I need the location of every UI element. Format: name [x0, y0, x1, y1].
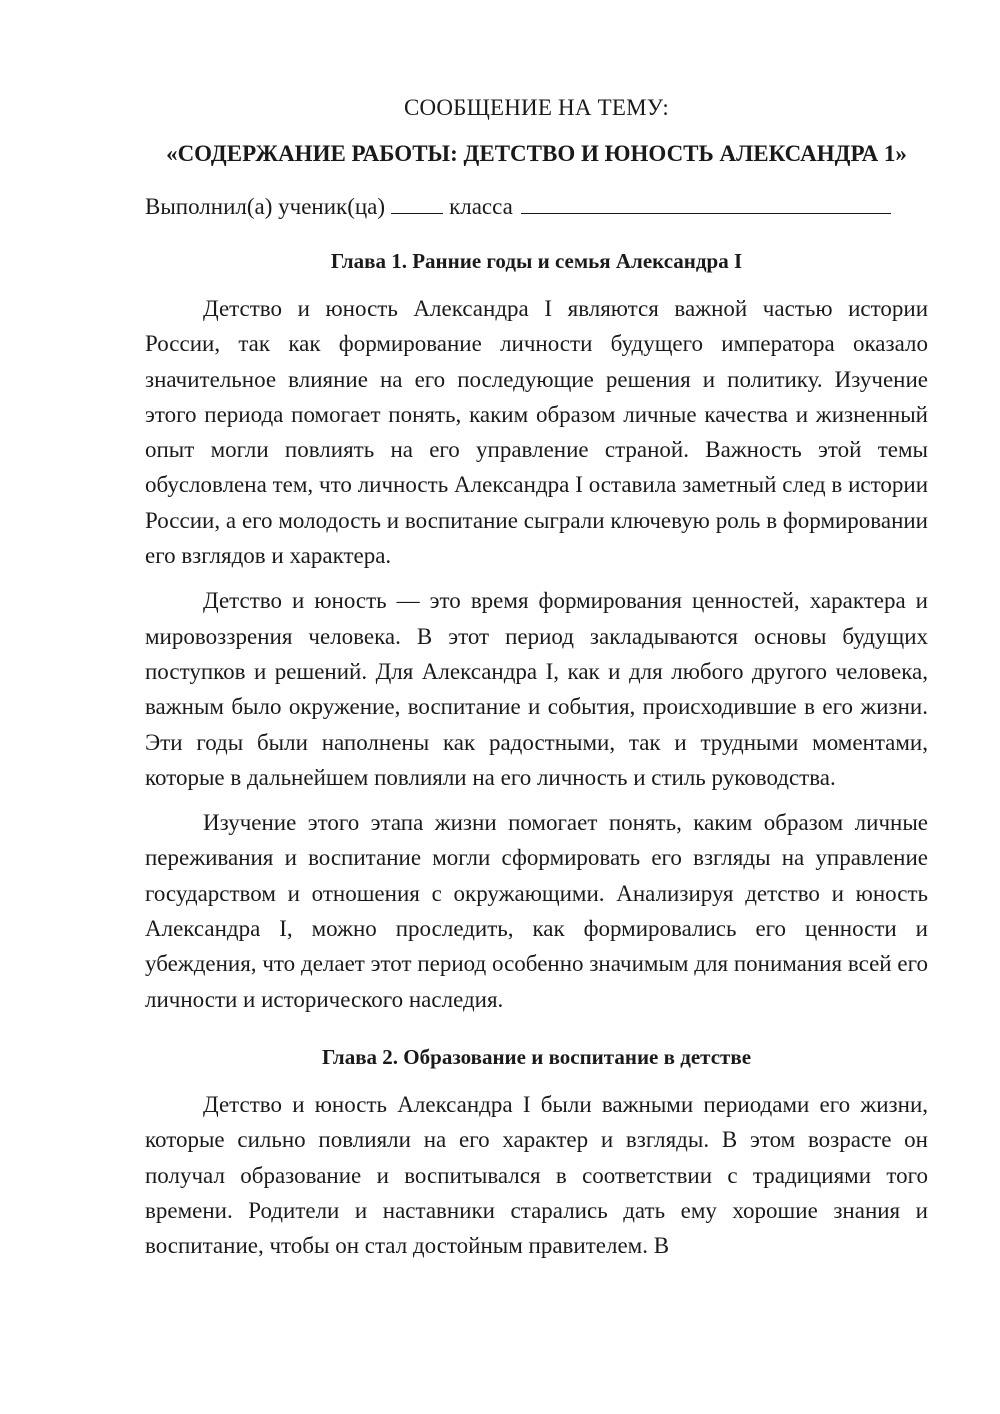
author-line [145, 191, 928, 223]
chapter-1-heading: Глава 1. Ранние годы и семья Александра I [330, 249, 743, 273]
chapter-1-paragraph: Изучение этого этапа жизни помогает понять, каким образом личные переживания и воспитание могли сформировать его взгляды на управление государством и отношения с окружающими. Анализируя детство и юность Александра I, можно проследить, как формировались его ценности и убеждения, что делает этот период особенно значимым для понимания всей его личности и исторического наследия. [145, 810, 928, 1012]
document-title: «СОДЕРЖАНИЕ РАБОТЫ: ДЕТСТВО И ЮНОСТЬ АЛЕКСАНДРА 1» [166, 141, 907, 166]
document-page [145, 92, 928, 1263]
chapter-2-heading: Глава 2. Образование и воспитание в детстве [321, 1044, 752, 1069]
author-prefix: Выполнил(а) ученик(ца) [145, 194, 386, 219]
class-number-blank [391, 191, 443, 214]
chapter-1-paragraph: Детство и юность Александра I являются важной частью истории России, так как формирование личности будущего императора оказало значительное влияние на его последующие решения и политику. Изучение этого периода помогает понять, каким образом личные качества и жизненный опыт могли повлиять на его управление страной. Важность этой темы обусловлена тем, что личность Александра I оставила заметный след в истории России, а его молодость и воспитание сыграли ключевую роль в формировании его взглядов и характера. [145, 296, 928, 569]
chapter-1-paragraph: Детство и юность — это время формирования ценностей, характера и мировоззрения человека. В этот период закладываются основы будущих поступков и решений. Для Александра I, как и для любого другого человека, важным было окружение, воспитание и события, происходившие в его жизни. Эти годы были наполнены как радостными, так и трудными моментами, которые в дальнейшем повлияли на его личность и стиль руководства. [145, 588, 928, 790]
class-label: класса [449, 194, 513, 219]
document-topic: СООБЩЕНИЕ НА ТЕМУ: [404, 95, 669, 120]
student-name-blank [521, 191, 891, 214]
chapter-2-paragraph: Детство и юность Александра I были важными периодами его жизни, которые сильно повлияли на его характер и взгляды. В этом возрасте он получал образование и воспитывался в соответствии с традициями того времени. Родители и наставники старались дать ему хорошие знания и воспитание, чтобы он стал достойным правителем. В [145, 1091, 928, 1259]
